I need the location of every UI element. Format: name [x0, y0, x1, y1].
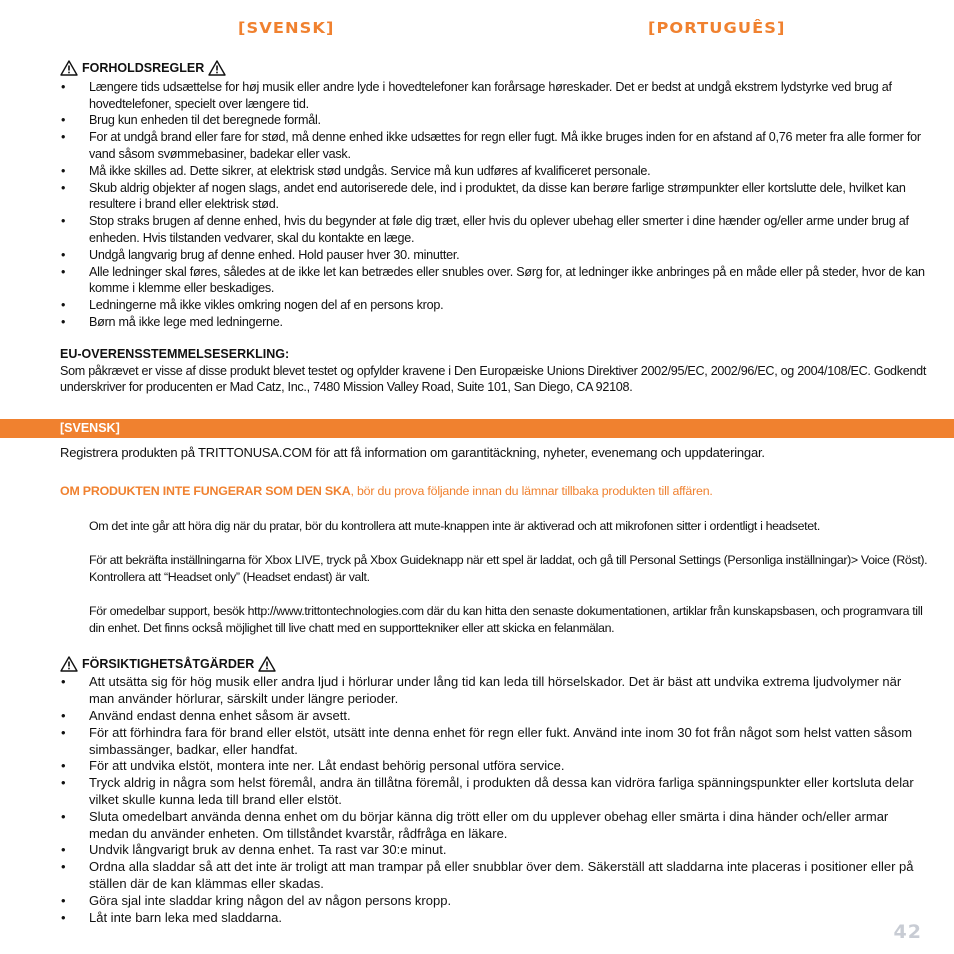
list-item: • Stop straks brugen af denne enhed, hvis du begynder at føle dig træt, eller hvis du oplever ubehag eller smerter i dine hænder og/eller arme under brug af enheden. Hvis tilstanden vedvarer, skal du kontakte en læge. — [60, 213, 928, 247]
warning-triangle-icon — [258, 656, 276, 672]
troubleshooting-paragraph: För omedelbar support, besök http://www.trittontechnologies.com där du kan hitta den senaste dokumentationen, artiklar från kunskapsbasen, och programvara till din enhet. Det finns också möjlighet till live chatt med en supporttekniker eller att skicka en felanmälan. — [89, 604, 923, 636]
danish-precautions-title — [60, 60, 928, 77]
troubleshooting-heading: OM PRODUKTEN INTE FUNGERAR SOM DEN SKA — [60, 483, 351, 498]
eu-declaration-text: Som påkrævet er visse af disse produkt blevet testet og opfylder kravene i Den Europæiske Unions Direktiver 2002/95/EC, 2002/96/EC, og 2004/108/EC. Godkendt underskriver for producenten er Mad Catz, Inc., 7480 Mission Valley Road, Suite 101, San Diego, CA 92108. — [60, 363, 927, 395]
header-left-language: [SVENSK] — [238, 19, 335, 37]
list-item: • Brug kun enheden til det beregnede formål. — [60, 112, 928, 129]
list-item: • För att förhindra fara för brand eller elstöt, utsätt inte denna enhet för regn eller fukt. Använd inte inom 30 fot från något som helst vatten såsom simbassänger, badkar, eller handfat. — [60, 725, 930, 759]
danish-precautions-list — [60, 79, 928, 331]
language-band — [0, 419, 954, 438]
troubleshooting-intro — [60, 483, 930, 500]
danish-section — [60, 60, 928, 396]
troubleshooting-rest: , bör du prova följande innan du lämnar tillbaka produkten till affären. — [350, 483, 713, 498]
list-item: • Ordna alla sladdar så att det inte är troligt att man trampar på eller snubblar över dem. Säkerställ att sladdarna inte placeras i positioner eller på ställen där de kan klämmas eller skadas. — [60, 859, 930, 893]
list-item: • Skub aldrig objekter af nogen slags, andet end autoriserede dele, ind i produktet, da disse kan berøre farlige strømpunkter eller kortslutte dele, hvilket kan resultere i brand eller elektrisk stød. — [60, 180, 928, 214]
list-item: • Undgå langvarig brug af denne enhed. Hold pauser hver 30. minutter. — [60, 247, 928, 264]
list-item: • Længere tids udsættelse for høj musik eller andre lyde i hovedtelefoner kan forårsage høreskader. Det er bedst at undgå ekstrem lydstyrke ved brug af hovedtelefoner, specielt over længere tid. — [60, 79, 928, 113]
language-band-label: [SVENSK] — [60, 421, 120, 435]
list-item: • Må ikke skilles ad. Dette sikrer, at elektrisk stød undgås. Service må kun udføres af kvalificeret personale. — [60, 163, 928, 180]
list-item: • Ledningerne må ikke vikles omkring nogen del af en persons krop. — [60, 297, 928, 314]
list-item: • Använd endast denna enhet såsom är avsett. — [60, 708, 930, 725]
list-item: • Göra sjal inte sladdar kring någon del av någon persons kropp. — [60, 893, 930, 910]
list-item: • For at undgå brand eller fare for stød, må denne enhed ikke udsættes for regn eller fugt. Må ikke bruges inden for en afstand af 0,76 meter fra alle former for vand såsom svømmebasiner, badekar eller vask. — [60, 129, 928, 163]
list-item: • Tryck aldrig in några som helst föremål, andra än tillåtna föremål, i produkten då dessa kan vidröra farliga spänningspunkter eller kortsluta delar vilket skulle kunna leda till brand eller elstöt. — [60, 775, 930, 809]
list-item: • Alle ledninger skal føres, således at de ikke let kan betrædes eller snubles over. Sørg for, at ledninger ikke anbringes på en måde eller på steder, hvor de kan komme i klemme eller beskadiges. — [60, 264, 928, 298]
warning-triangle-icon — [60, 656, 78, 672]
warning-triangle-icon — [208, 60, 226, 76]
warning-triangle-icon — [60, 60, 78, 76]
swedish-precautions-title — [60, 656, 930, 673]
danish-precautions-label: FORHOLDSREGLER — [82, 61, 205, 75]
swedish-section — [60, 445, 930, 926]
list-item: • Sluta omedelbart använda denna enhet om du börjar känna dig trött eller om du upplever obehag eller smärta i dina händer och/eller armar medan du använder enheten. Om tillståndet kvarstår, rådfråga en läkare. — [60, 809, 930, 843]
register-text: Registrera produkten på TRITTONUSA.COM för att få information om garantitäckning, nyheter, evenemang och uppdateringar. — [60, 445, 765, 460]
list-item: • Låt inte barn leka med sladdarna. — [60, 910, 930, 927]
list-item: • Att utsätta sig för hög musik eller andra ljud i hörlurar under lång tid kan leda till hörselskador. Det är bäst att undvika extrema ljudvolymer när man använder hörlurar, särskilt under längre perioder. — [60, 674, 930, 708]
page-number: 42 — [893, 921, 922, 943]
swedish-precautions-label: FÖRSIKTIGHETSÅTGÄRDER — [82, 656, 255, 671]
swedish-precautions-list — [60, 674, 930, 926]
troubleshooting-paragraph: Om det inte går att höra dig när du pratar, bör du kontrollera att mute-knappen inte är aktiverad och att mikrofonen sitter i ordentligt i headsetet. — [89, 518, 820, 533]
list-item: • Børn må ikke lege med ledningerne. — [60, 314, 928, 331]
list-item: • Undvik långvarigt bruk av denna enhet. Ta rast var 30:e minut. — [60, 842, 930, 859]
eu-declaration-title: EU-OVERENSSTEMMELSESERKLING: — [60, 346, 290, 361]
list-item: • För att undvika elstöt, montera inte ner. Låt endast behörig personal utföra service. — [60, 758, 930, 775]
header-right-language: [PORTUGUÊS] — [648, 19, 786, 37]
troubleshooting-paragraph: För att bekräfta inställningarna för Xbox LIVE, tryck på Xbox Guideknapp när ett spel är laddat, och gå till Personal Settings (Personliga inställningar)> Voice (Röst). Kontrollera att “Headset only” (Headset endast) är valt. — [89, 552, 928, 584]
